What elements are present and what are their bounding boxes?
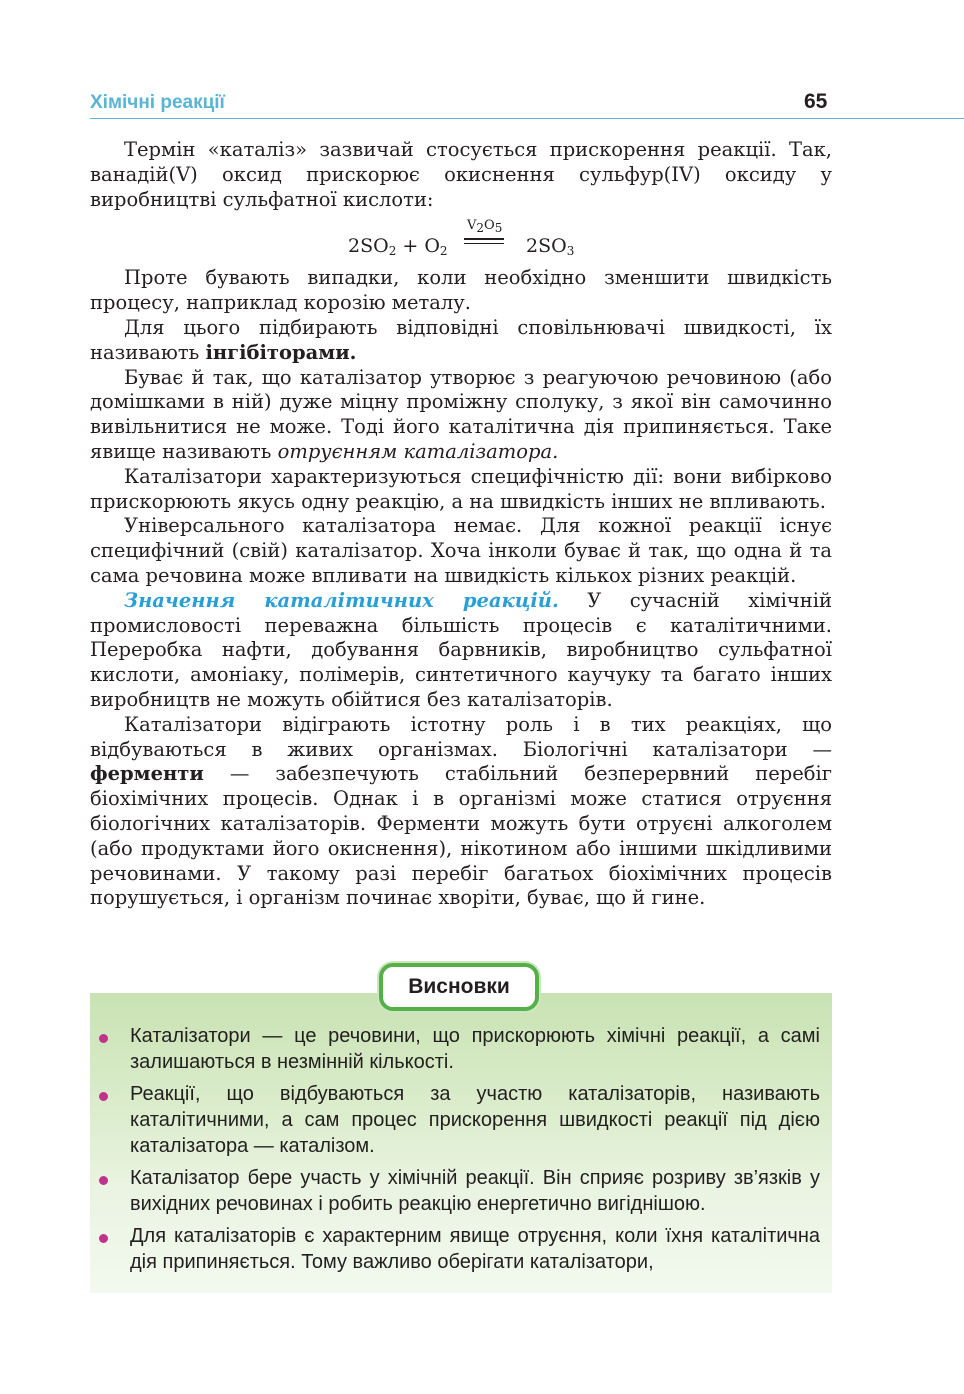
equation-reactants: $2SO_2 + O_2$ [348, 235, 448, 259]
term-enzymes: ферменти [90, 762, 204, 786]
equation-products: $2SO_3$ [526, 235, 575, 259]
list-item: Для каталізаторів є характерним явище отруєння, коли їхня каталітична дія припиняється. Тому важливо оберігати каталізатори, [90, 1223, 832, 1275]
page-number: 65 [804, 90, 828, 113]
bullet-icon [99, 1234, 108, 1243]
header-rule [90, 118, 964, 119]
subheading-catalytic-reactions: Значення каталітичних реакцій. [124, 588, 559, 612]
paragraph: Значення каталітичних реакцій. У сучасній хімічній промисловості переважна більшість процесів є каталітичними. Переробка нафти, добування барвників, виробництво сульфатної кислоти, амоніаку, полімерів, синтетичного каучуку та багато інших виробництв не можуть обійтися без каталізаторів. [90, 588, 833, 711]
list-item: Каталізатори — це речовини, що прискорюють хімічні реакції, а самі залишаються в незмінній кількості. [90, 1023, 832, 1075]
bullet-icon [99, 1176, 108, 1185]
list-item: Реакції, що відбуваються за участю каталізаторів, називають каталітичними, а сам процес прискорення швидкості реакції під дією каталізатора — каталізом. [90, 1081, 832, 1159]
conclusions-title: Висновки [379, 963, 539, 1011]
paragraph: Каталізатори відіграють істотну роль і в тих реакціях, що відбуваються в живих організмах. Біологічні каталізатори — ферменти — забезпечують стабільний безперервний перебіг біохімічних процесів. Однак і в організмі може статися отруєння біологічних каталізаторів. Ферменти можуть бути отруєні алкоголем (або продуктами його окиснення), нікотином або іншими шкідливими речовинами. У такому разі перебіг багатьох біохімічних процесів порушується, і організм починає хворіти, буває, що й гине. [90, 712, 832, 910]
bullet-icon [99, 1034, 108, 1043]
paragraph: Універсального каталізатора немає. Для кожної реакції існує специфічний (свій) каталізатор. Хоча інколи буває й так, що одна й та сама речовина може впливати на швидкість кількох різних реакцій. [90, 514, 832, 587]
term-inhibitors: інгібіторами. [205, 340, 357, 364]
paragraph: Для цього підбирають відповідні сповільнювачі швидкості, їх називають інгібіторами. [90, 315, 832, 364]
conclusions-box [90, 993, 832, 1293]
body-text [90, 138, 832, 911]
paragraph: Каталізатори характеризуються специфічністю дії: вони вибірково прискорюють якусь одну реакцію, а на швидкість інших не впливають. [90, 464, 832, 513]
bullet-icon [99, 1092, 108, 1101]
paragraph: Проте бувають випадки, коли необхідно зменшити швидкість процесу, наприклад корозію металу. [90, 266, 832, 315]
list-item: Каталізатор бере участь у хімічній реакції. Він сприяє розриву зв’язків у вихідних речовинах і робить реакцію енергетично вигіднішою. [90, 1165, 832, 1217]
conclusions-list [90, 1023, 832, 1281]
chemical-equation [90, 216, 832, 266]
section-title: Хімічні реакції [90, 92, 225, 113]
paragraph: Буває й так, що каталізатор утворює з реагуючою речовиною (або домішками в ній) дуже міцну проміжну сполуку, з якої він самочинно вивільнитися не може. Тоді його каталітична дія припиняється. Таке явище називають отруєнням каталізатора. [90, 365, 832, 463]
equation-catalyst: $V_2O_5$ [467, 218, 503, 236]
equals-sign [464, 238, 504, 247]
paragraph: Термін «каталіз» зазвичай стосується прискорення реакції. Так, ванадій(V) оксид прискорює окиснення сульфур(IV) оксиду у виробництві сульфатної кислоти: [90, 138, 832, 211]
term-catalyst-poisoning: отруєнням каталізатора. [277, 439, 559, 463]
